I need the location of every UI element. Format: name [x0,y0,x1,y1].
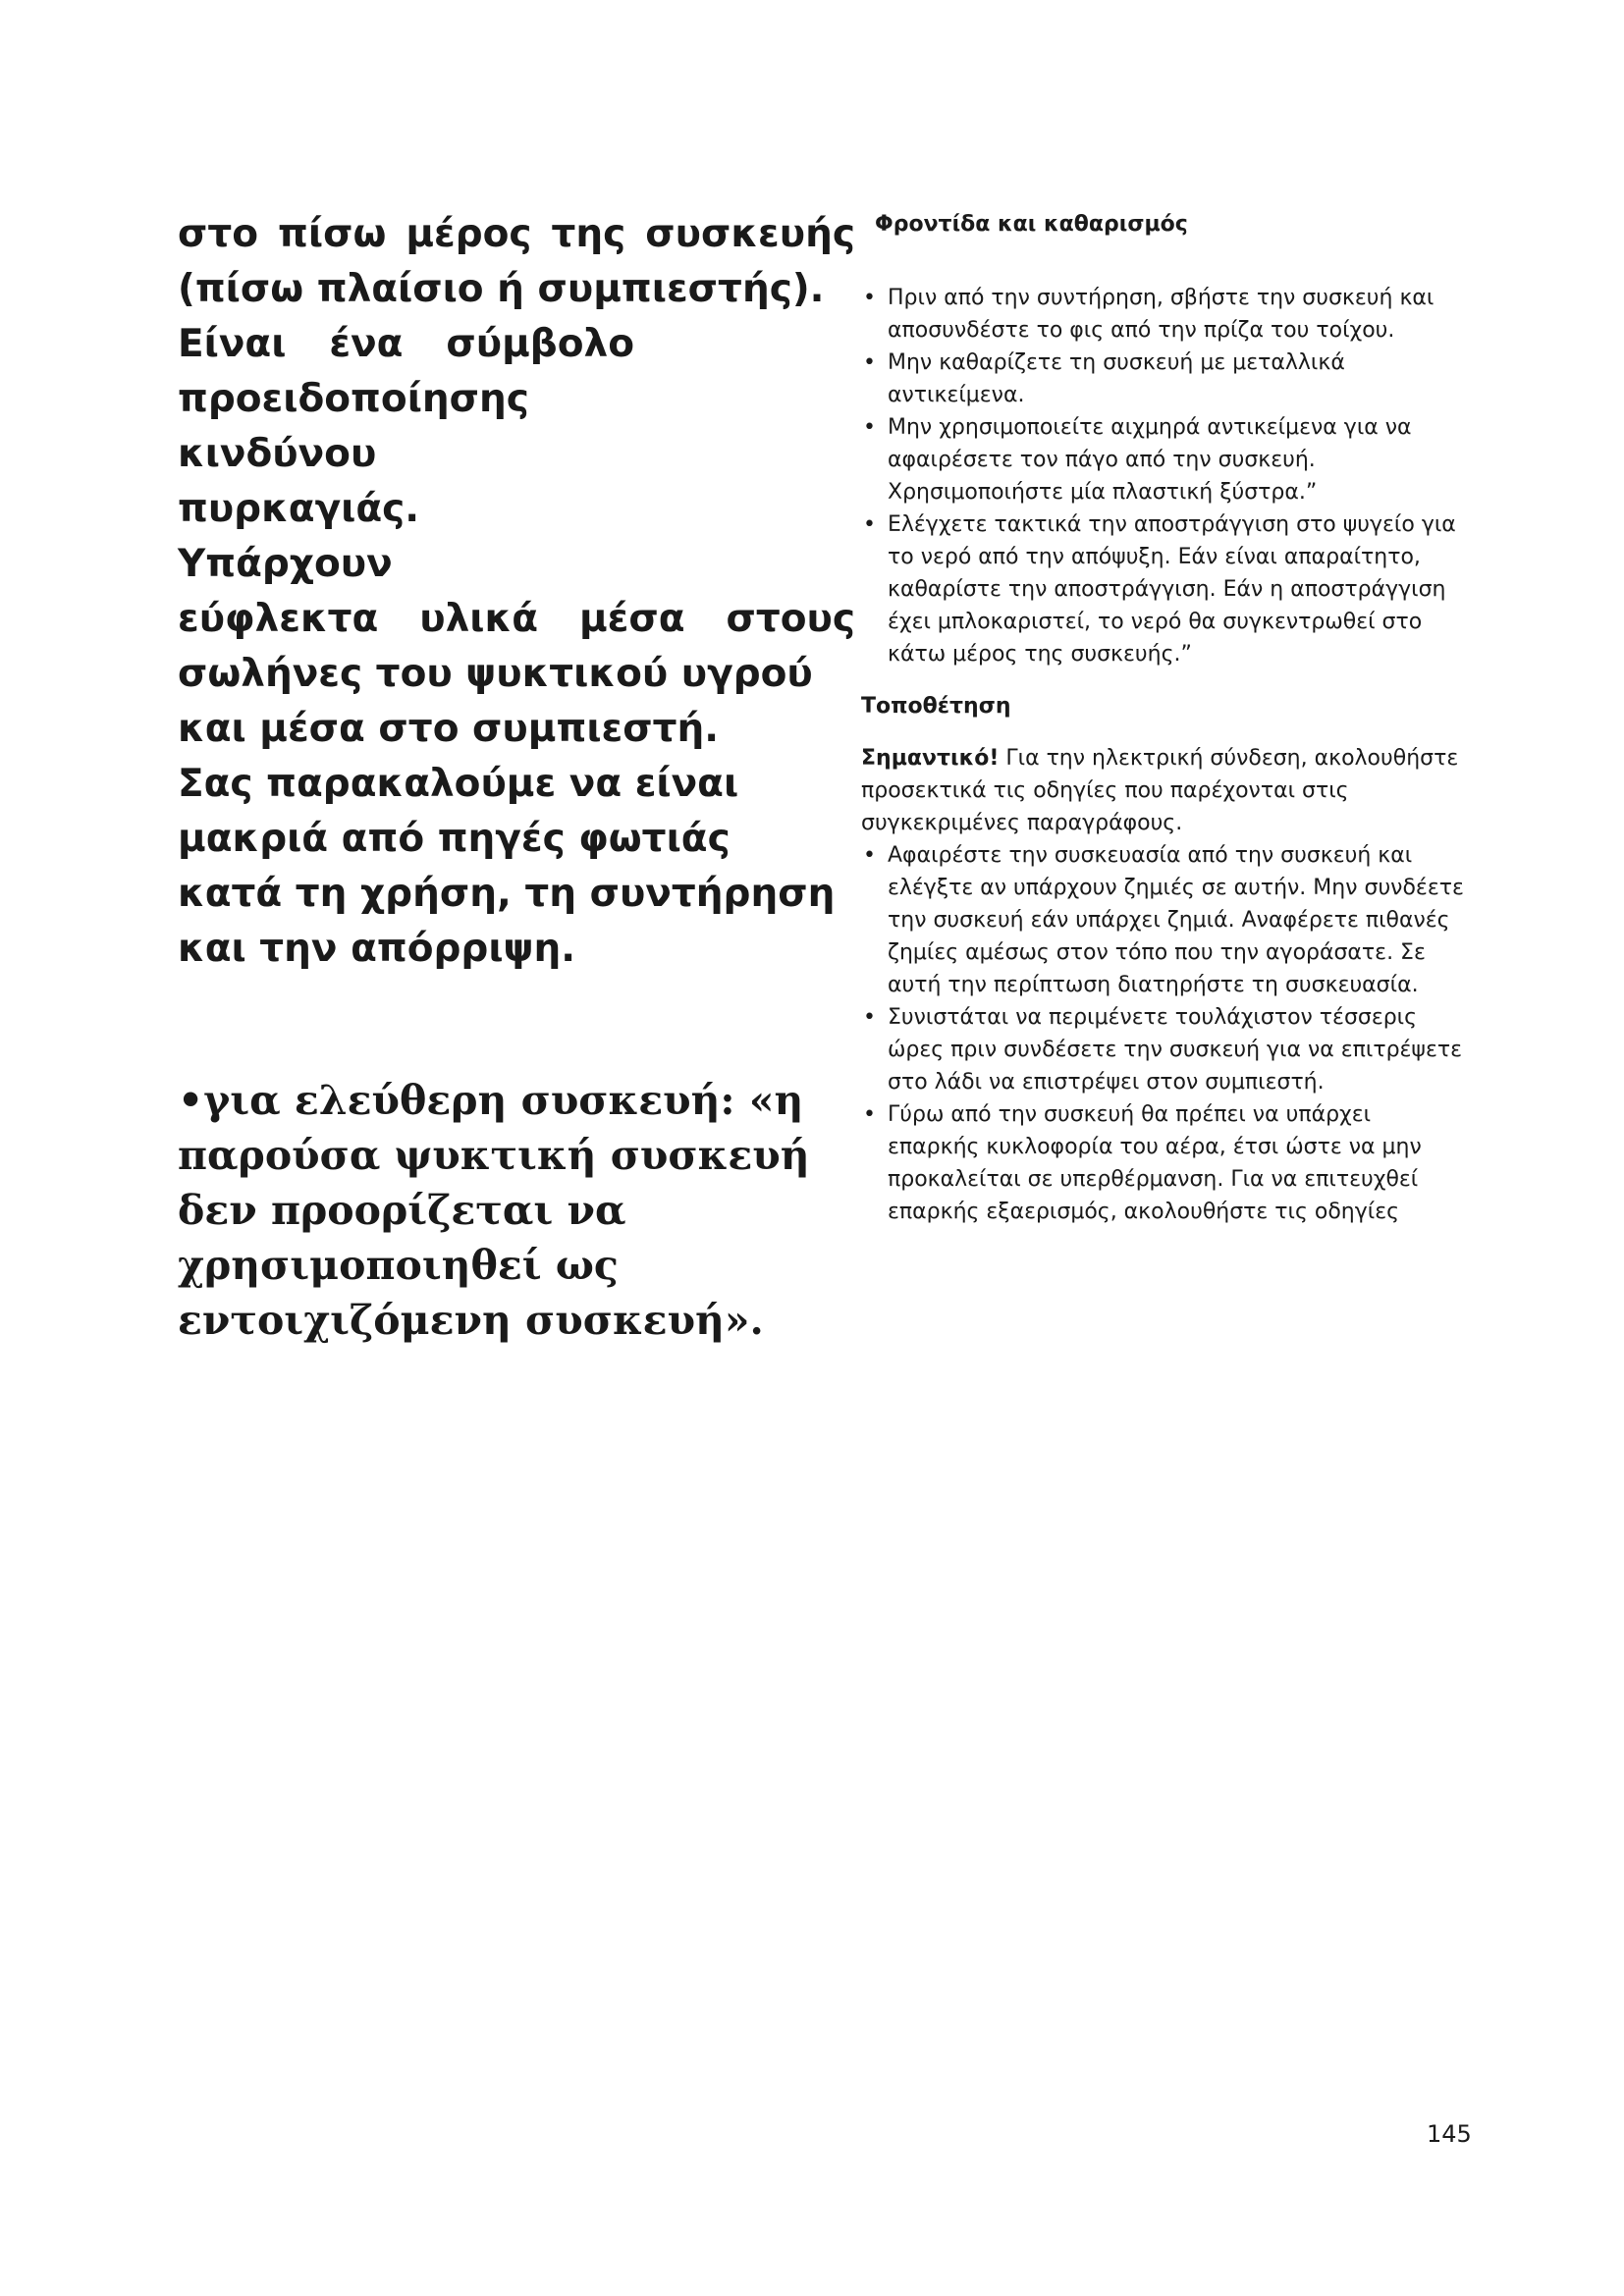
warning-line: Είναι ένα σύμβολο [178,322,634,366]
warning-line: μακριά από πηγές φωτιάς [178,817,731,861]
freestanding-notice: •για ελεύθερη συσκευή: «η παρούσα ψυκτική συσκευή δεν προορίζεται να χρησιμοποιηθεί ως εντοιχιζόμενη συσκευή». [178,1077,810,1344]
list-item: • Γύρω από την συσκευή θα πρέπει να υπάρχει επαρκής κυκλοφορία του αέρα, έτσι ώστε να μην προκαλείται σε υπερθέρμανση. Για να επιτευχθεί επαρκής εξαερισμός, ακολουθήστε τις οδηγίες [861,1098,1465,1228]
warning-line: (πίσω πλαίσιο ή συμπιεστής). [178,267,825,311]
list-item: • Συνιστάται να περιμένετε τουλάχιστον τέσσερις ώρες πριν συνδέσετε την συσκευή για να επιτρέψετε στο λάδι να επιστρέψει στον συμπιεστή. [861,1001,1465,1098]
warning-line: και μέσα στο συμπιεστή. [178,707,720,751]
important-note [861,742,1465,839]
left-column [178,207,855,1348]
install-heading: Τοποθέτηση [861,694,1011,719]
list-item: • Μην χρησιμοποιείτε αιχμηρά αντικείμενα για να αφαιρέσετε τον πάγο από την συσκευή. Χρησιμοποιήστε μία πλαστική ξύστρα.” [861,411,1465,508]
warning-line: εύφλεκτα υλικά μέσα στους [178,597,855,641]
care-list [861,282,1465,670]
care-heading: Φροντίδα και καθαρισμός [875,212,1188,237]
right-column [861,208,1465,1228]
important-text: Για την ηλεκτρική σύνδεση, ακολουθήστε προσεκτικά τις οδηγίες που παρέχονται στις συγκεκριμένες παραγράφους. [861,746,1459,835]
warning-line: κατά τη χρήση, τη συντήρηση [178,872,836,916]
warning-line: στο πίσω μέρος της συσκευής [178,212,855,256]
warning-line: σωλήνες του ψυκτικού υγρού [178,652,813,696]
install-list [861,839,1465,1228]
important-label: Σημαντικό! [861,746,1000,771]
warning-line: Σας παρακαλούμε να είναι [178,762,739,806]
list-item: • Αφαιρέστε την συσκευασία από την συσκευή και ελέγξτε αν υπάρχουν ζημιές σε αυτήν. Μην συνδέετε την συσκευή εάν υπάρχει ζημιά. Αναφέρετε πιθανές ζημίες αμέσως στον τόπο που την αγοράσατε. Σε αυτή την περίπτωση διατηρήστε τη συσκευασία. [861,839,1465,1001]
warning-line: πυρκαγιάς. Υπάρχουν [178,487,420,586]
warning-line: και την απόρριψη. [178,927,576,971]
page-number: 145 [1427,2120,1472,2148]
list-item: • Ελέγχετε τακτικά την αποστράγγιση στο ψυγείο για το νερό από την απόψυξη. Εάν είναι απαραίτητο, καθαρίστε την αποστράγγιση. Εάν η αποστράγγιση έχει μπλοκαριστεί, το νερό θα συγκεντρωθεί στο κάτω μέρος της συσκευής.” [861,508,1465,670]
list-item: • Πριν από την συντήρηση, σβήστε την συσκευή και αποσυνδέστε το φις από την πρίζα του τοίχου. [861,282,1465,347]
warning-line: προειδοποίησης κινδύνου [178,377,529,476]
list-item: • Μην καθαρίζετε τη συσκευή με μεταλλικά αντικείμενα. [861,347,1465,411]
